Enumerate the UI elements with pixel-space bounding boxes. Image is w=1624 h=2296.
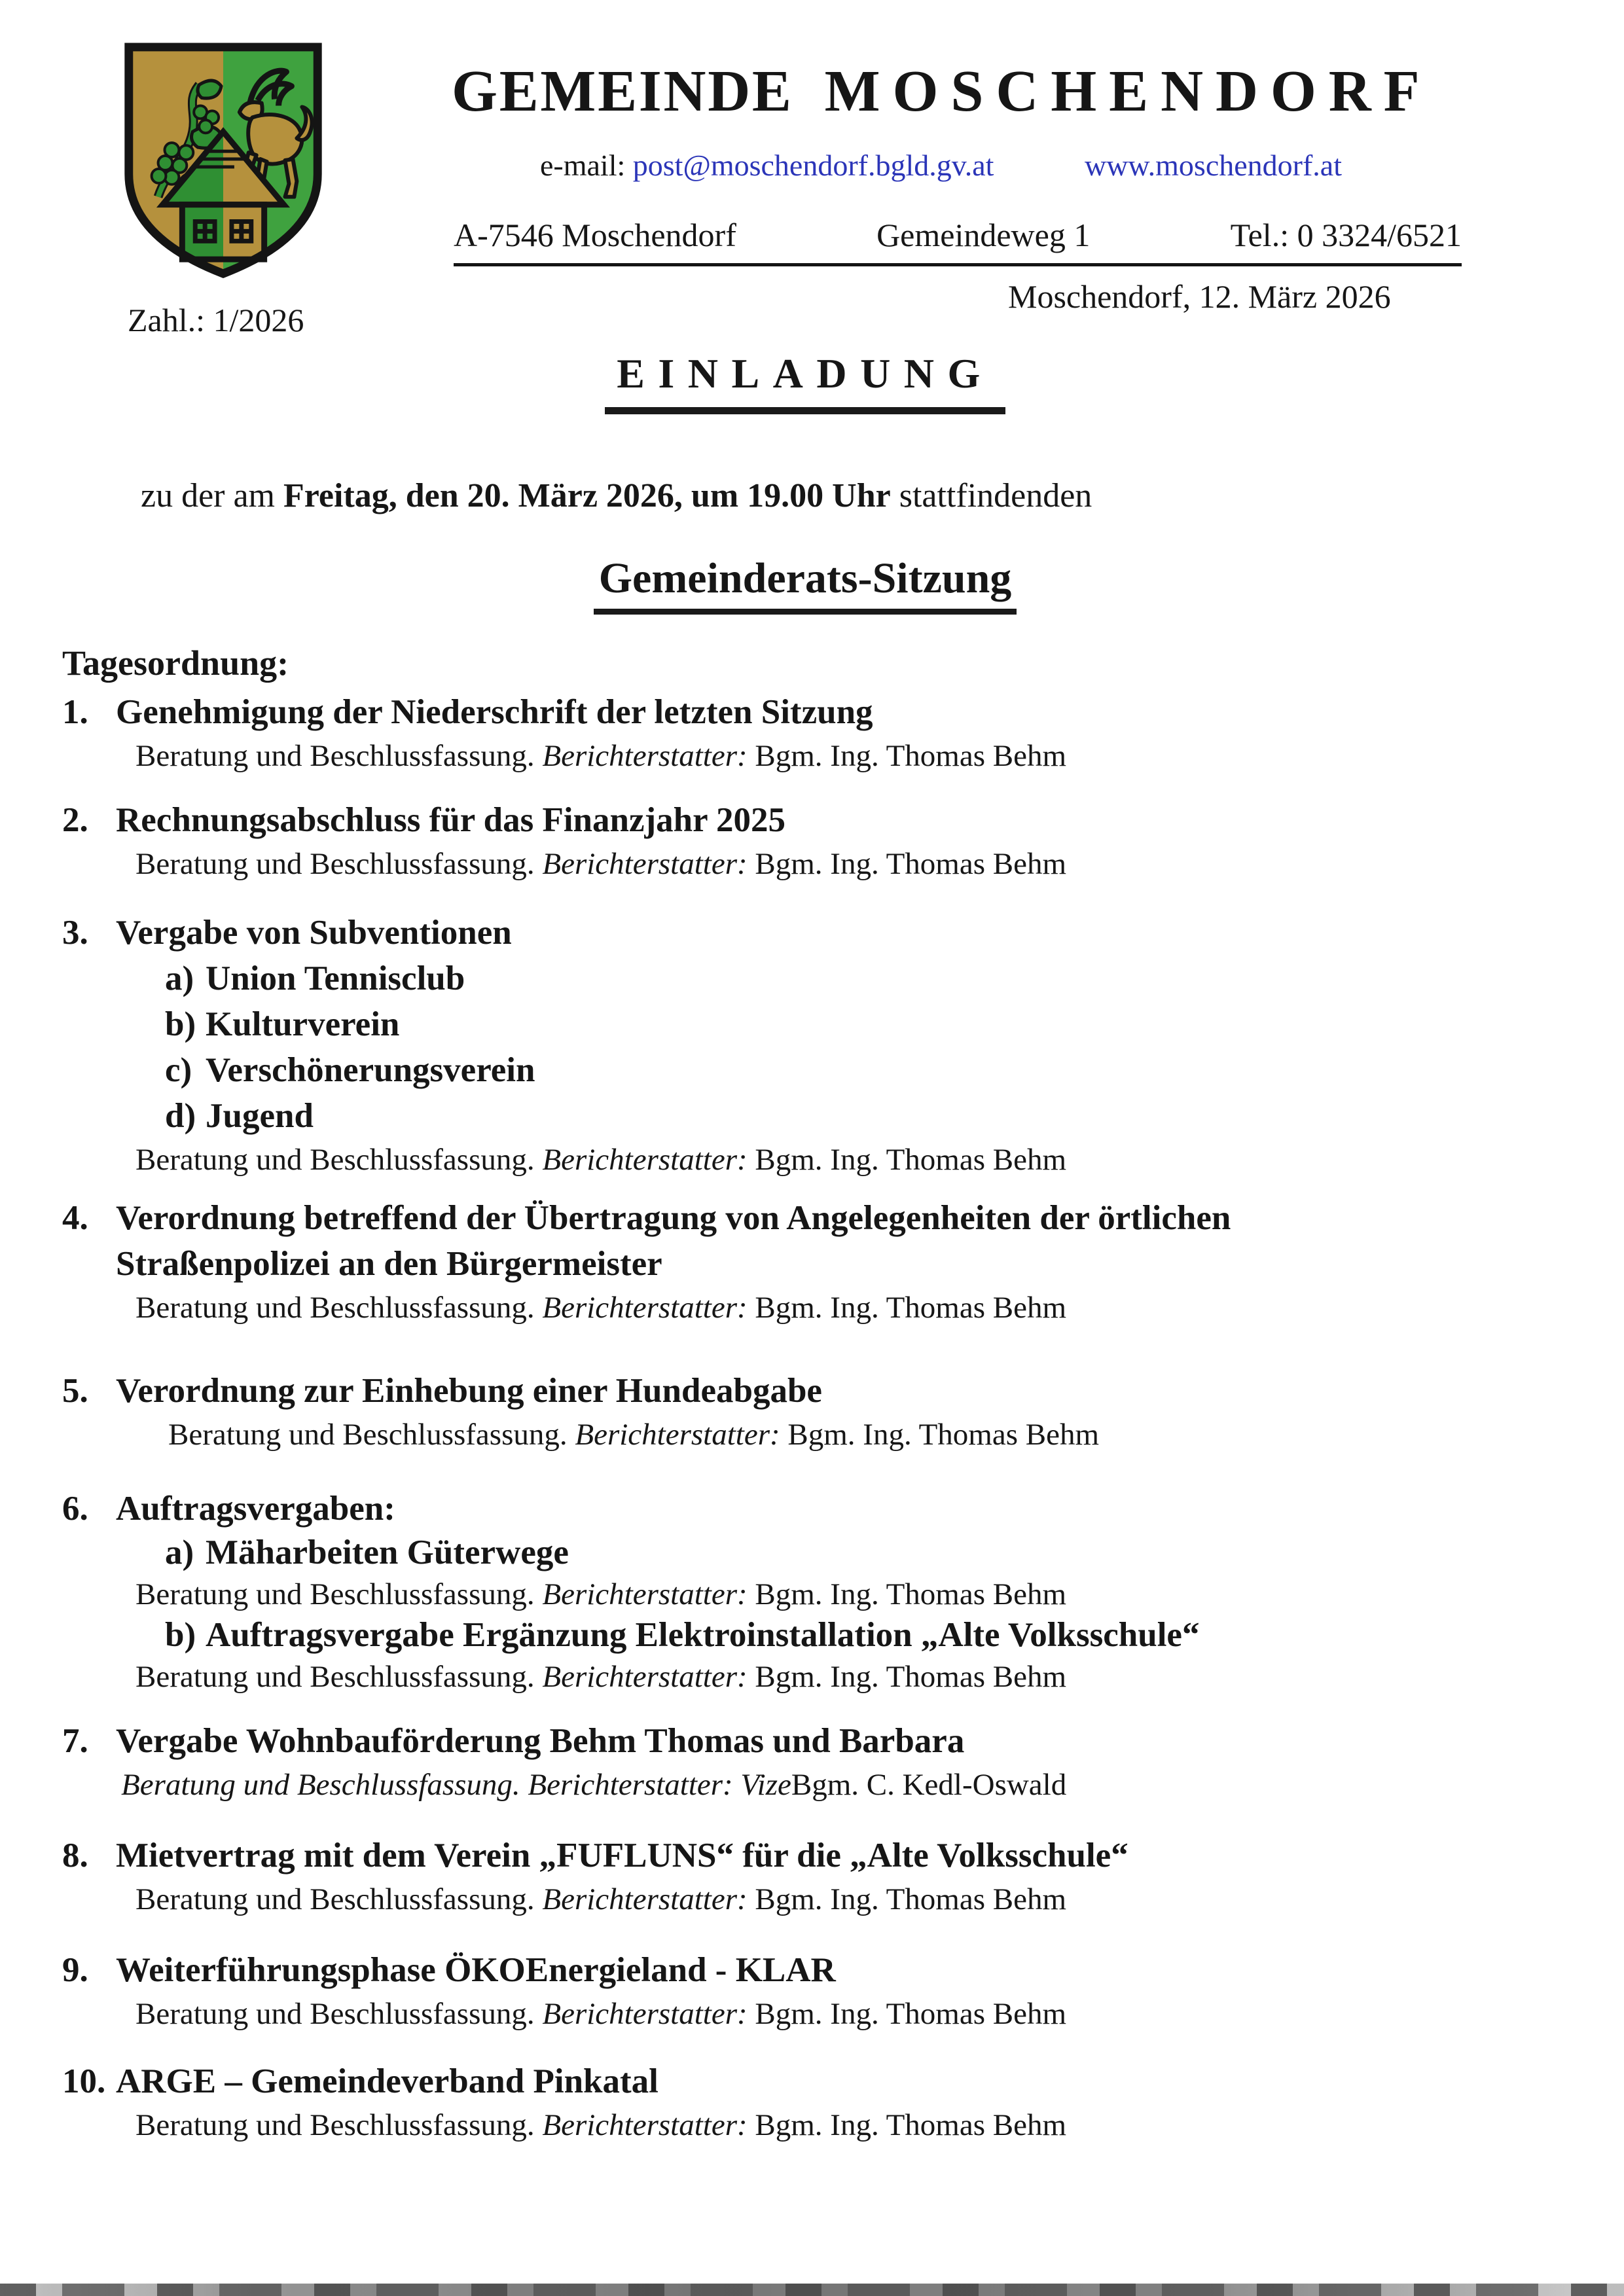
item-number: 4. (62, 1199, 88, 1237)
report-line: Beratung und Beschlussfassung. Berichterstatter: Bgm. Ing. Thomas Behm (135, 1143, 1067, 1177)
item-title: Verordnung zur Einhebung einer Hundeabgabe (116, 1372, 822, 1410)
agenda-item-1 (62, 689, 1463, 776)
subitem: a) Mäharbeiten Güterwege (165, 1534, 569, 1571)
item-number: 8. (62, 1837, 88, 1874)
report-line: Beratung und Beschlussfassung. Berichterstatter: Bgm. Ing. Thomas Behm (135, 1997, 1067, 2031)
subitem: c) Verschönerungsverein (165, 1051, 535, 1089)
item-title: Vergabe Wohnbauförderung Behm Thomas und Barbara (116, 1722, 965, 1760)
intro-line (141, 476, 1092, 515)
agenda-item-9 (62, 1947, 1463, 2034)
report-line: Beratung und Beschlussfassung. Berichterstatter: Bgm. Ing. Thomas Behm (135, 1660, 1067, 1694)
contact-row (458, 148, 1388, 183)
title-word-moschendorf: MOSCHENDORF (824, 59, 1432, 124)
report-line: Beratung und Beschlussfassung. Berichterstatter: Bgm. Ing. Thomas Behm (168, 1418, 1100, 1452)
item-number: 9. (62, 1951, 88, 1989)
report-line: Beratung und Beschlussfassung. Berichterstatter: Bgm. Ing. Thomas Behm (135, 2108, 1067, 2142)
address-row (454, 216, 1462, 266)
item-title: Vergabe von Subventionen (116, 914, 512, 952)
item-number: 10. (62, 2062, 106, 2100)
report-line: Beratung und Beschlussfassung. Berichterstatter: Bgm. Ing. Thomas Behm (135, 1577, 1067, 1611)
email-label: e-mail: (540, 149, 626, 182)
email-group (540, 148, 994, 183)
invitation-heading-wrap (0, 350, 1610, 414)
website-link[interactable]: www.moschendorf.at (1084, 149, 1342, 182)
agenda-label: Tagesordnung: (62, 643, 289, 683)
meeting-title: Gemeinderats-Sitzung (594, 554, 1017, 615)
subitem: b) Kulturverein (165, 1005, 400, 1043)
agenda-item-4 (62, 1195, 1463, 1327)
item-number: 7. (62, 1722, 88, 1760)
address-phone: Tel.: 0 3324/6521 (1230, 217, 1462, 253)
intro-post: stattfindenden (890, 477, 1092, 514)
invitation-heading: EINLADUNG (605, 350, 1005, 414)
meeting-title-wrap (0, 554, 1610, 615)
agenda-item-8 (62, 1833, 1463, 1919)
item-number: 2. (62, 801, 88, 839)
item-number: 6. (62, 1490, 88, 1528)
item-title: Weiterführungsphase ÖKOEnergieland - KLAR (116, 1951, 836, 1989)
intro-datetime: Freitag, den 20. März 2026, um 19.00 Uhr (283, 477, 891, 514)
agenda-item-7 (62, 1718, 1463, 1804)
intro-pre: zu der am (141, 477, 284, 514)
report-line: Beratung und Beschlussfassung. Berichterstatter: Bgm. Ing. Thomas Behm (135, 739, 1067, 773)
item-title: Auftragsvergaben: (116, 1490, 395, 1528)
subitem: d) Jugend (165, 1097, 314, 1135)
reference-number: Zahl.: 1/2026 (128, 302, 304, 338)
item-title: Genehmigung der Niederschrift der letzten Sitzung (116, 693, 873, 731)
item-number: 3. (62, 914, 88, 952)
item-title: Mietvertrag mit dem Verein „FUFLUNS“ für die „Alte Volksschule“ (116, 1837, 1128, 1874)
address-street: Gemeindeweg 1 (876, 217, 1091, 253)
report-line: Beratung und Beschlussfassung. Berichterstatter: Bgm. Ing. Thomas Behm (135, 1882, 1067, 1916)
agenda-item-10 (62, 2058, 1463, 2145)
municipality-title (452, 58, 1432, 125)
agenda-item-5 (62, 1368, 1463, 1454)
subitem: a) Union Tennisclub (165, 960, 465, 997)
subitem: b) Auftragsvergabe Ergänzung Elektroinstallation „Alte Volksschule“ (165, 1616, 1200, 1654)
scan-artifact-strip (0, 2284, 1624, 2296)
report-line: Beratung und Beschlussfassung. Berichterstatter: Bgm. Ing. Thomas Behm (135, 1291, 1067, 1325)
title-word-gemeinde: GEMEINDE (452, 59, 793, 124)
item-title: Rechnungsabschluss für das Finanzjahr 2025 (116, 801, 785, 839)
report-line: Beratung und Beschlussfassung. Berichterstatter: Bgm. Ing. Thomas Behm (135, 847, 1067, 881)
report-line: Beratung und Beschlussfassung. Berichterstatter: VizeBgm. C. Kedl-Oswald (121, 1768, 1067, 1802)
item-number: 1. (62, 693, 88, 731)
agenda-item-3 (62, 910, 1463, 1179)
email-link[interactable]: post@moschendorf.bgld.gv.at (632, 149, 994, 182)
item-title: Verordnung betreffend der Übertragung von Angelegenheiten der örtlichen Straßenpolizei an den Bürgermeister (116, 1199, 1231, 1283)
agenda-item-2 (62, 797, 1463, 884)
item-number: 5. (62, 1372, 88, 1410)
item-title: ARGE – Gemeindeverband Pinkatal (116, 2062, 659, 2100)
agenda-item-6 (62, 1486, 1463, 1696)
coat-of-arms (121, 41, 325, 281)
place-date: Moschendorf, 12. März 2026 (1008, 278, 1391, 315)
address-city: A-7546 Moschendorf (454, 217, 736, 253)
